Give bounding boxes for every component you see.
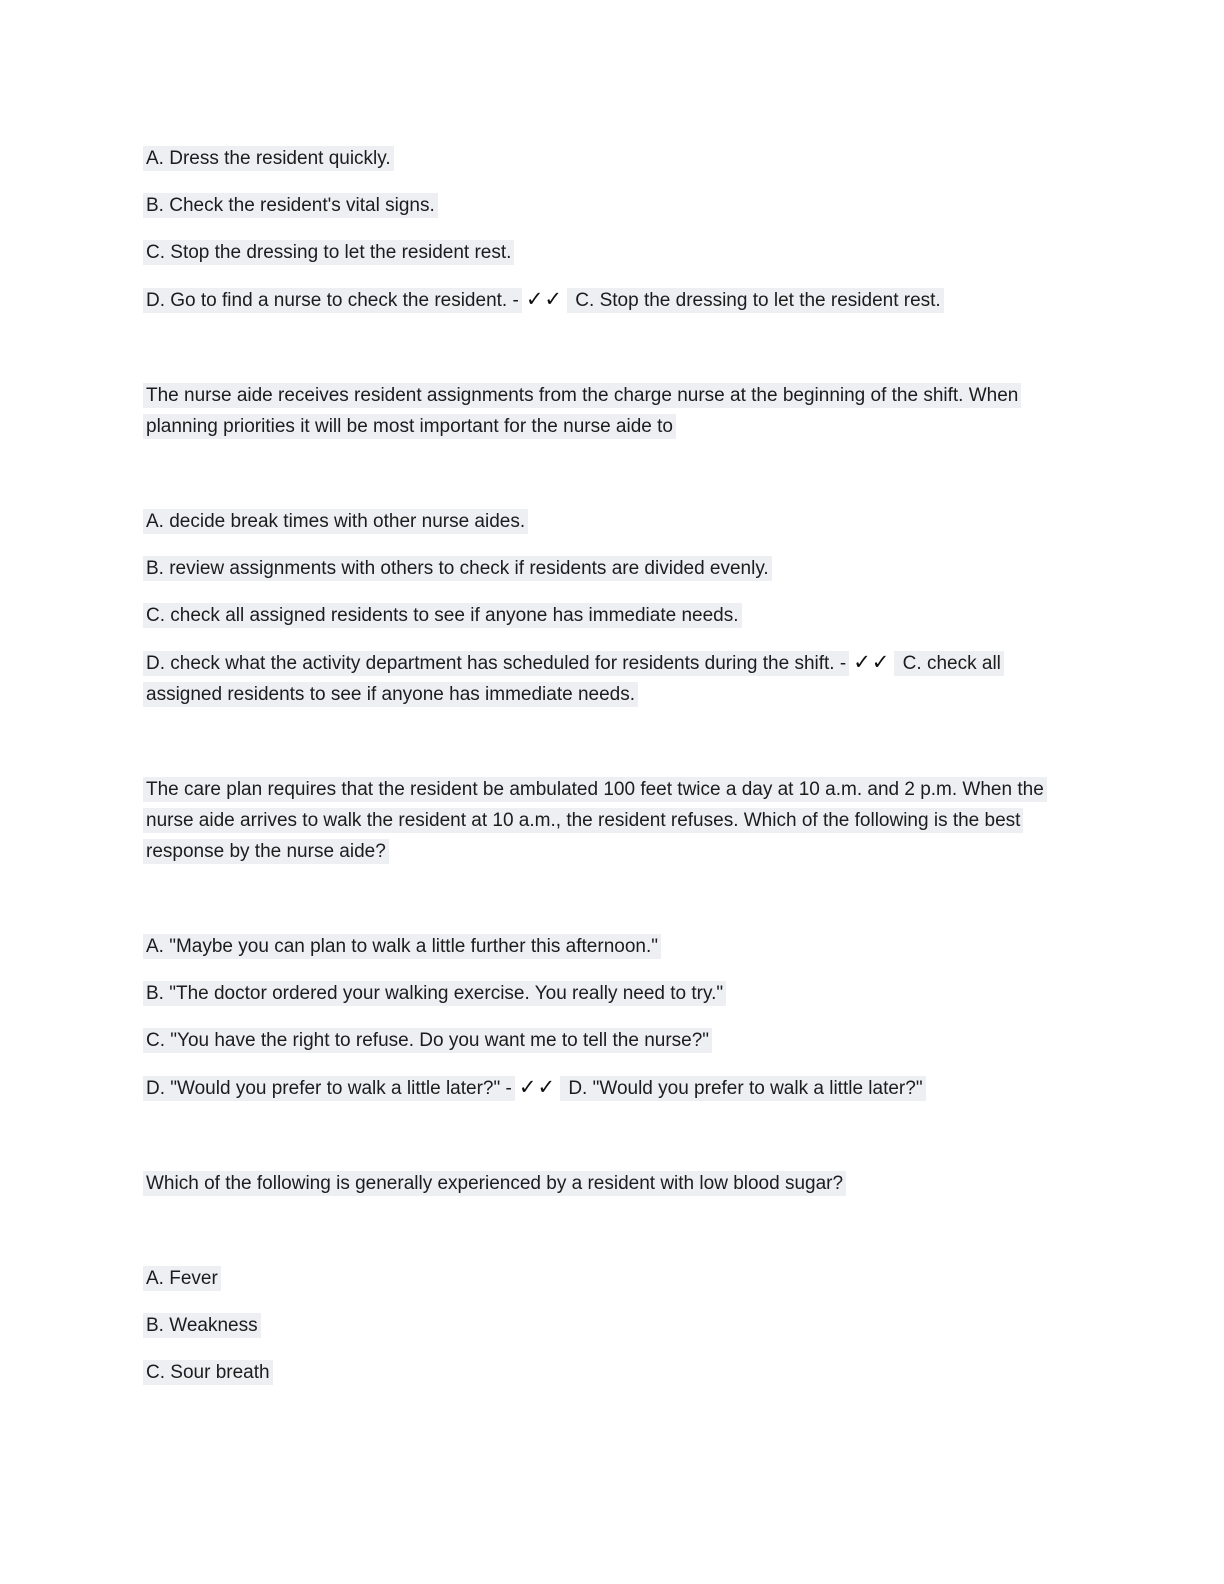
correct-answer-text: D. "Would you prefer to walk a little later?" [560, 1076, 926, 1101]
question-body: The nurse aide receives resident assignments from the charge nurse at the beginning of the shift. When planning priorities it will be most important for the nurse aide to [143, 383, 1021, 439]
answer-option [143, 600, 1080, 631]
question-text [143, 380, 1080, 442]
option-text: A. Dress the resident quickly. [143, 146, 394, 171]
question-body: The care plan requires that the resident be ambulated 100 feet twice a day at 10 a.m. and 2 p.m. When the nurse aide arrives to walk the resident at 10 a.m., the resident refuses. Which of the following is the best response by the nurse aide? [143, 777, 1047, 864]
option-text: C. Stop the dressing to let the resident rest. [143, 240, 514, 265]
answer-option-with-correct-answer [143, 284, 1080, 316]
answer-option [143, 143, 1080, 174]
answer-option [143, 237, 1080, 268]
option-text: B. Weakness [143, 1313, 261, 1338]
answer-option [143, 553, 1080, 584]
option-text: A. Fever [143, 1266, 221, 1291]
option-text: D. check what the activity department has scheduled for residents during the shift. - [143, 651, 849, 676]
option-text: B. Check the resident's vital signs. [143, 193, 438, 218]
checkmark-icon: ✓✓ [853, 650, 891, 674]
answer-option [143, 190, 1080, 221]
answer-option [143, 1025, 1080, 1056]
option-text: C. Sour breath [143, 1360, 273, 1385]
question-body: Which of the following is generally experienced by a resident with low blood sugar? [143, 1171, 846, 1196]
answer-option [143, 506, 1080, 537]
correct-answer-text: C. check all assigned residents to see if anyone has immediate needs. [143, 651, 1004, 707]
checkmark-icon: ✓✓ [525, 287, 564, 311]
answer-option [143, 931, 1080, 962]
answer-option [143, 1263, 1080, 1294]
question-text [143, 774, 1080, 867]
answer-option-with-correct-answer [143, 647, 1080, 710]
option-text: C. check all assigned residents to see if anyone has immediate needs. [143, 603, 742, 628]
answer-option [143, 978, 1080, 1009]
option-text: A. "Maybe you can plan to walk a little further this afternoon." [143, 934, 661, 959]
checkmark-icon: ✓✓ [518, 1075, 557, 1099]
option-text: A. decide break times with other nurse aides. [143, 509, 528, 534]
question-text [143, 1168, 1080, 1199]
answer-option [143, 1310, 1080, 1341]
option-text: C. "You have the right to refuse. Do you want me to tell the nurse?" [143, 1028, 712, 1053]
option-text: D. Go to find a nurse to check the resident. - [143, 288, 522, 313]
option-text: B. review assignments with others to check if residents are divided evenly. [143, 556, 772, 581]
option-text: D. "Would you prefer to walk a little later?" - [143, 1076, 515, 1101]
answer-option [143, 1357, 1080, 1388]
correct-answer-text: C. Stop the dressing to let the resident rest. [567, 288, 944, 313]
option-text: B. "The doctor ordered your walking exercise. You really need to try." [143, 981, 726, 1006]
answer-option-with-correct-answer [143, 1072, 1080, 1104]
